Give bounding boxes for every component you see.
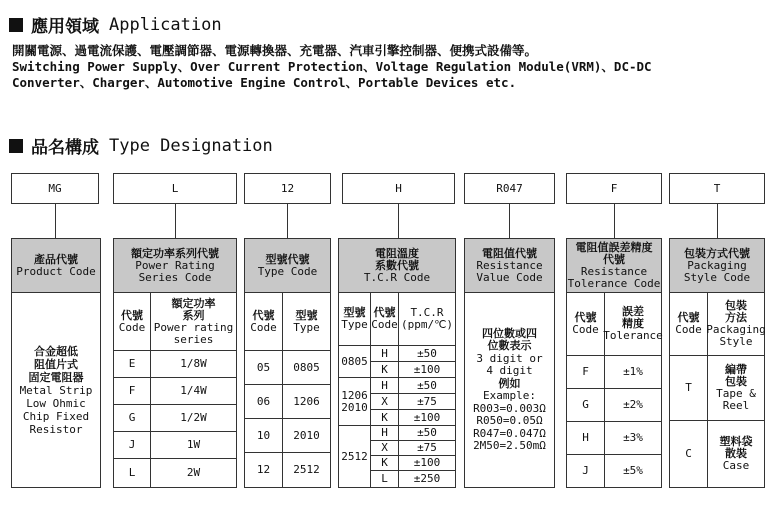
col-header-code [567,293,605,356]
table-cell: H [567,422,605,455]
table-cell: ±3% [605,422,661,455]
square-bullet-icon [9,139,23,153]
connector-line [175,204,176,238]
style-zh: 包裝 [725,375,747,388]
header-zh: 電阻值誤差精度 [575,240,653,254]
col-header-code [371,293,399,346]
col-header-zh: 包裝 [725,299,747,312]
header-en: Tolerance Code [567,276,661,290]
table-cell: 1206 [283,385,330,419]
table-cell: ±50 [399,378,455,394]
col-header-en: Packaging [706,323,766,336]
col-header-en: Code [118,320,146,334]
header-en: Resistance [580,264,648,278]
col-header-zh: 型號 [295,308,318,322]
col-header-en: T.C.R [410,306,444,319]
table-cell: 2W [186,466,201,479]
table-cell: ±2% [605,389,661,422]
code-box-resistance: R047 [464,173,555,204]
connector-line [398,204,399,238]
tcr-type-text: 1206 [341,388,368,402]
table-cell: 05 [245,351,283,385]
table-cell: ±50 [399,426,455,441]
desc-zh: 四位數或四 [482,326,537,340]
connector-line [55,204,56,238]
col-header-en: Power rating [153,320,234,334]
desc-zh: 固定電阻器 [28,370,84,384]
table-cell: J [567,455,605,487]
code-box-tolerance: F [566,173,662,204]
header-en: Value Code [476,270,543,284]
code-box-power: L [113,173,237,204]
packaging-code-grid [670,293,764,487]
connector-line [509,204,510,238]
power-rating-header [114,239,236,293]
tcr-code-grid [339,293,455,487]
col-header-code [670,293,708,356]
code-box-tcr: H [342,173,455,204]
table-cell: X [371,394,399,410]
header-zh: 電阻溫度 [375,246,419,260]
connector-line [287,204,288,238]
col-header-en: Code [250,320,277,334]
table-cell: T [670,356,708,421]
code-box-type: 12 [244,173,331,204]
col-header-zh: 額定功率 [171,296,216,310]
desc-en: Resistor [29,422,83,436]
table-cell: F [114,378,151,405]
col-header-en: Code [675,323,702,336]
application-line-en-1: Switching Power Supply、Over Current Protection、Voltage Regulation Module(VRM)、DC-DC [12,59,652,74]
col-header-zh: 代號 [252,308,275,322]
style-zh: 塑料袋 [719,435,753,448]
table-cell: C [670,421,708,487]
tolerance-code-table [566,238,662,488]
style-en: Reel [722,399,750,412]
table-cell: ±100 [399,362,455,378]
col-header-type [283,293,330,351]
table-cell: L [114,459,151,487]
col-header-zh: 型號 [343,306,366,319]
col-header-zh: 誤差 [622,305,644,318]
style-zh: 編帶 [725,363,747,376]
example-line: R047=0.047Ω [473,426,546,440]
table-cell: G [567,389,605,422]
designation-heading-zh: 品名構成 [31,138,99,158]
header-zh: 系數代號 [375,258,419,272]
example-line: R050=0.05Ω [476,414,543,427]
col-header-zh: 代號 [677,311,700,324]
type-code-table [244,238,331,488]
code-box-product: MG [11,173,99,204]
application-line-zh: 開關電源、過電流保護、電壓調節器、電源轉換器、充電器、汽車引擎控制器、便携式設備等。 [12,43,538,58]
table-cell: E [114,351,151,378]
desc-en: 4 digit [486,364,533,377]
table-cell: H [371,378,399,394]
col-header-zh: 精度 [622,317,644,330]
col-header-en: Style [719,335,753,348]
application-heading-en: Application [109,14,222,35]
table-cell [708,421,764,487]
col-header-zh: 方法 [725,311,747,324]
table-cell: L [371,471,399,487]
desc-zh: 合金超低 [34,344,78,358]
desc-zh: 例如 [498,376,521,390]
table-cell: ±5% [623,464,643,477]
header-zh: 型號代號 [265,252,310,266]
header-en: Power Rating [135,258,215,272]
col-header-code [245,293,283,351]
product-code-table [11,238,101,488]
desc-zh: 阻值片式 [34,357,78,371]
col-header-tcr [399,293,455,346]
table-cell: G [114,405,151,432]
square-bullet-icon [9,18,23,32]
application-text [12,43,652,91]
style-en: Case [722,459,750,472]
table-cell: 1/8W [151,351,236,378]
resistance-desc [465,293,554,487]
power-rating-table [113,238,237,488]
packaging-code-header [670,239,764,293]
desc-en: Metal Strip [19,383,93,397]
col-header-en: series [173,332,214,346]
tcr-type-text: 2010 [341,400,368,414]
application-heading-zh: 應用領域 [31,17,99,37]
packaging-code-table [669,238,765,488]
table-cell: H [371,426,399,441]
table-cell: K [371,362,399,378]
col-header-zh: 代號 [121,308,143,322]
tolerance-code-header [567,239,661,293]
col-header-zh: 代號 [574,311,597,324]
col-header-en: Type [293,320,320,334]
header-en: Type Code [257,264,318,278]
table-cell: F [567,356,605,389]
product-code-desc [12,293,100,487]
col-header-type [339,293,371,346]
col-header-zh: 系列 [182,308,205,322]
col-header-en: Code [572,323,599,336]
col-header-zh: 代號 [373,306,396,319]
desc-en: Chip Fixed [22,409,90,423]
table-cell: ±100 [399,410,455,426]
table-cell: ±75 [399,394,455,410]
header-en: Product Code [16,264,96,278]
desc-zh: 位數表示 [487,339,532,352]
col-header-value [151,293,236,351]
desc-en: Example: [483,389,536,402]
col-header-style [708,293,764,356]
connector-line [614,204,615,238]
table-cell: H [371,346,399,362]
header-en: Series Code [138,270,212,284]
col-header-en: Type [341,318,368,331]
table-cell: K [371,456,399,471]
table-cell: J [114,432,151,459]
header-zh: 包裝方式代號 [684,246,750,260]
tcr-type-1206-2010 [339,378,371,426]
example-line: R003=0.003Ω [473,401,546,415]
table-cell [708,356,764,421]
col-header-en: Tolerance [603,329,663,342]
type-code-header [245,239,330,293]
designation-heading [9,133,273,158]
header-en: Style Code [683,270,751,284]
table-cell: X [371,441,399,456]
col-header-code [114,293,151,351]
table-cell: K [371,410,399,426]
table-cell: ±75 [399,441,455,456]
table-cell: 1/2W [151,405,236,432]
application-heading [9,12,222,37]
product-code-header [12,239,100,293]
designation-heading-en: Type Designation [109,135,273,156]
connector-line [717,204,718,238]
style-en: Tape & [716,387,756,400]
application-line-en-2: Converter、Charger、Automotive Engine Control、Portable Devices etc. [12,75,517,90]
table-cell: ±250 [413,472,441,485]
code-box-packaging: T [669,173,765,204]
table-cell: ±100 [399,456,455,471]
table-cell: 0805 [283,351,330,385]
header-zh: 電阻值代號 [482,246,537,260]
resistance-code-table [464,238,555,488]
header-en: Resistance [476,258,543,272]
type-code-grid [245,293,330,487]
header-en: Packaging [687,258,747,272]
example-line: 2M50=2.50mΩ [473,439,546,452]
col-header-en: Code [371,318,398,331]
tcr-type-0805: 0805 [339,346,371,378]
table-cell: 12 [245,453,283,487]
table-cell: 2010 [283,419,330,453]
table-cell: ±50 [399,346,455,362]
resistance-code-header [465,239,554,293]
tcr-code-table [338,238,456,488]
header-zh: 代號 [603,252,625,266]
tcr-type-2512: 2512 [339,426,371,487]
table-cell: 06 [245,385,283,419]
table-cell: ±1% [605,356,661,389]
table-cell: 1/4W [151,378,236,405]
table-cell: 2512 [293,463,320,476]
header-en: T.C.R Code [363,270,431,284]
table-cell: 1W [151,432,236,459]
col-header-tolerance [605,293,661,356]
table-cell: 10 [245,419,283,453]
header-zh: 額定功率系列代號 [131,246,219,260]
style-zh: 散裝 [725,447,747,460]
tolerance-code-grid [567,293,661,487]
desc-en: Low Ohmic [26,396,86,410]
power-rating-grid [114,293,236,487]
col-header-en: (ppm/℃) [400,318,454,331]
desc-en: 3 digit or [476,351,543,365]
tcr-code-header [339,239,455,293]
header-zh: 產品代號 [34,252,78,266]
